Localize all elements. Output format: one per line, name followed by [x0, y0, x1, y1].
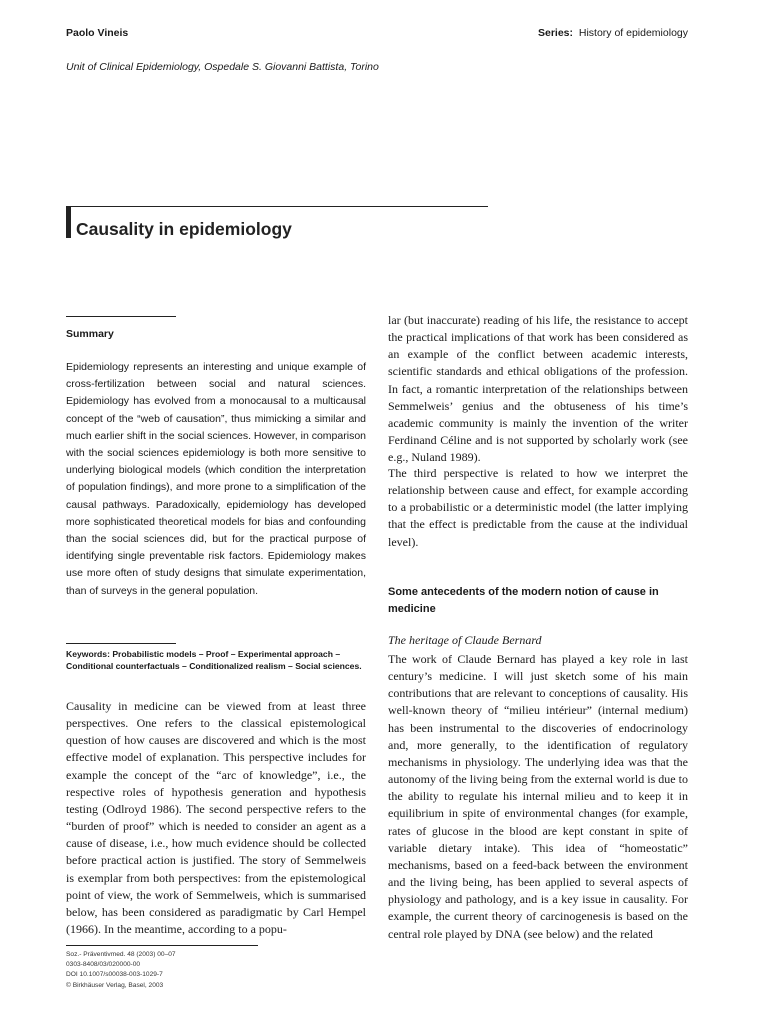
section-heading: Some antecedents of the modern notion of cause in medicine	[388, 586, 659, 615]
series-prefix: Series:	[537, 27, 574, 39]
keywords	[66, 649, 371, 672]
keywords-label: Keywords:	[66, 649, 110, 659]
series-value: History of epidemiology	[578, 27, 688, 39]
footer-journal: Soz.- Präventivmed. 48 (2003) 00–07	[66, 951, 176, 958]
body-column-right-p1: lar (but inaccurate) reading of his life, the resistance to accept the practical implications of that work has been considered as an example of the conflict between academic interests, scientific standards and ethical obligations of the profession. In fact, a romantic interpretation of the relationships between Semmelweis’ genius and the obtuseness of his time’s academic community is mainly the invention of the writer Ferdinand Céline and is not supported by scholarly work (see e.g., Nuland 1989).	[388, 313, 688, 465]
author-name: Paolo Vineis	[66, 27, 129, 39]
summary-text: Epidemiology represents an interesting and unique example of cross-fertilization between social and natural sciences. Epidemiology has evolved from a monocausal to a multicausal concept of the “web of causation”, thus mimicking a similar and much earlier shift in the social sciences. However, in comparison with the social sciences epidemiology is both more sensitive to underlying biological models (which condition the interpretation of population findings), and more prone to a simplification of the causal pathways. Paradoxically, epidemiology has developed more sophisticated theoretical models for bias and confounding than the social sciences did, but for the practical purpose of identifying single preventable risk factors. Epidemiology makes use more often of study designs that simulate experimentation, than of surveys in the general population.	[66, 361, 366, 597]
title-rule	[66, 206, 488, 207]
footer-rule	[66, 945, 258, 946]
affiliation: Unit of Clinical Epidemiology, Ospedale S. Giovanni Battista, Torino	[66, 61, 379, 73]
keywords-text: Probabilistic models – Proof – Experimental approach – Conditional counterfactuals – Conditionalized realism – Social sciences.	[66, 649, 362, 671]
series-label	[538, 27, 688, 39]
summary-heading: Summary	[66, 328, 114, 340]
article-title: Causality in epidemiology	[76, 219, 292, 239]
body-column-right-p3: The work of Claude Bernard has played a key role in last century’s medicine. I will just sketch some of his main contributions that are relevant to conceptions of causality. His well-known theory of “milieu intérieur” (internal medium) has been instrumental to the discoveries of endocrinology and, more generally, to the identification of regulatory mechanisms in physiology. The underlying idea was that the autonomy of the living being from the external world is due to the ability to regulate his internal milieu and to keep it in equilibrium in spite of environmental changes (for example, rates of glucose in the blood are kept constant in spite of variable dietary intake). This idea of “homeostatic” mechanisms, based on a feed-back between the environment and the living being, has been applied to several aspects of physiology and pathology, and is a key issue in causality. For example, the current theory of carcinogenesis is based on the central role played by DNA (see below) and the related	[388, 652, 688, 941]
body-column-right-p2: The third perspective is related to how we interpret the relationship between cause and effect, for example according to a probabilistic or a deterministic model (the latter implying that the effect is predictable from the cause at the individual level).	[388, 466, 688, 549]
title-bar	[66, 206, 71, 238]
subsection-heading: The heritage of Claude Bernard	[388, 633, 542, 647]
body-column-left: Causality in medicine can be viewed from at least three perspectives. One refers to the classical epistemological question of how causes are discovered and which is the most effective model of explanation. This perspective includes for example the concept of the “arc of knowledge”, i.e., the respective roles of hypothesis generation and hypothesis testing (Odlroyd 1986). The second perspective refers to the “burden of proof” which is needed to consider an agent as a cause of disease, i.e., how much evidence should be collected before practical action is justified. The story of Semmelweis is exemplar from both perspectives: from the epistemological point of view, the work of Semmelweis, which is summarised below, has been considered as paradigmatic by Carl Hempel (1966). In the meantime, according to a popu-	[66, 699, 366, 937]
summary-rule	[66, 316, 176, 317]
keywords-rule	[66, 643, 176, 644]
footer-issn: 0303-8408/03/020000-00	[66, 961, 141, 969]
footer-doi: DOI 10.1007/s00038-003-1029-7	[66, 971, 163, 979]
publication-footer	[66, 950, 176, 991]
footer-copyright: © Birkhäuser Verlag, Basel, 2003	[66, 981, 164, 989]
